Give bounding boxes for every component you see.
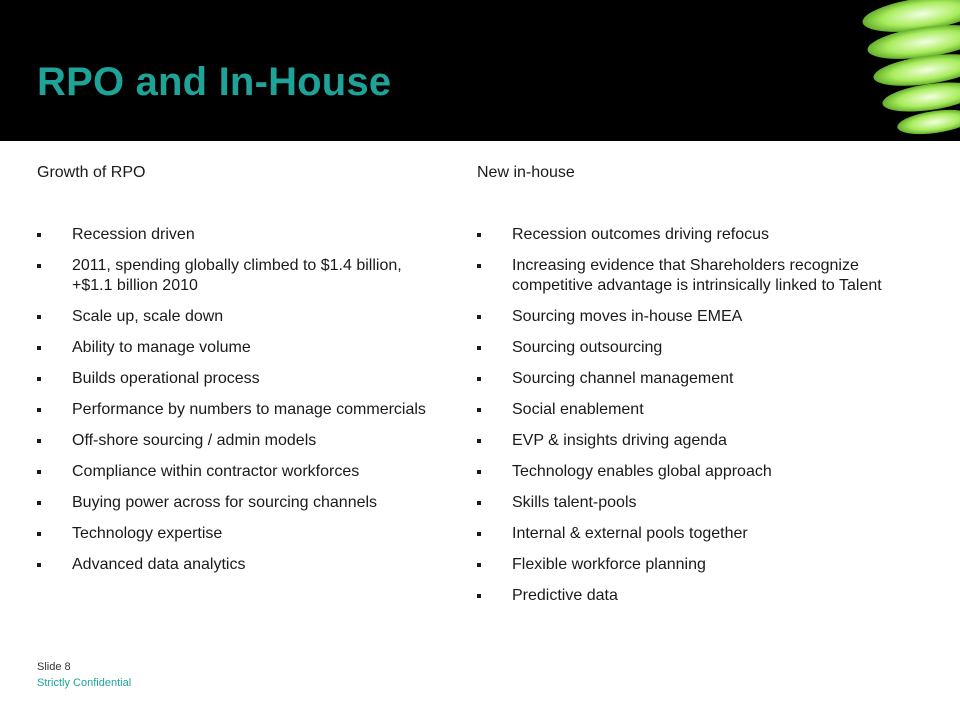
- list-item: [37, 493, 437, 513]
- list-item-text: Flexible workforce planning: [512, 556, 706, 573]
- list-item-text: Technology expertise: [72, 525, 223, 542]
- list-item: [477, 225, 917, 245]
- slide-title: RPO and In-House: [37, 60, 392, 104]
- list-item: [477, 493, 917, 513]
- list-item: [477, 338, 917, 358]
- list-item: [477, 369, 917, 389]
- list-item-text: EVP & insights driving agenda: [512, 432, 727, 449]
- bullet-square-icon: [37, 315, 41, 319]
- list-item-text: Compliance within contractor workforces: [72, 463, 360, 480]
- list-item-text: Recession outcomes driving refocus: [512, 226, 770, 243]
- list-item-text: Builds operational process: [72, 370, 260, 387]
- list-item: [37, 524, 437, 544]
- bullet-square-icon: [37, 408, 41, 412]
- list-item-text: Social enablement: [512, 401, 644, 418]
- bullet-square-icon: [477, 594, 481, 598]
- bullet-square-icon: [477, 315, 481, 319]
- list-item-text: 2011, spending globally climbed to $1.4 billion, +$1.1 billion 2010: [72, 257, 402, 294]
- list-item-text: Skills talent-pools: [512, 494, 637, 511]
- list-item: [37, 431, 437, 451]
- list-item-text: Sourcing outsourcing: [512, 339, 663, 356]
- list-item-text: Buying power across for sourcing channels: [72, 494, 378, 511]
- bullet-square-icon: [37, 346, 41, 350]
- list-item: [477, 586, 917, 606]
- title-banner: [0, 0, 960, 141]
- bullet-square-icon: [477, 532, 481, 536]
- list-item-text: Sourcing moves in-house EMEA: [512, 308, 743, 325]
- bullet-square-icon: [477, 377, 481, 381]
- list-item: [37, 307, 437, 327]
- list-item: [37, 338, 437, 358]
- confidentiality-notice: Strictly Confidential: [37, 677, 132, 689]
- bullet-square-icon: [37, 563, 41, 567]
- bullet-square-icon: [477, 346, 481, 350]
- list-item: [477, 462, 917, 482]
- rpo-bullet-list: [37, 225, 437, 575]
- list-item-text: Increasing evidence that Shareholders recognize competitive advantage is intrinsically linked to Talent: [512, 257, 882, 294]
- bullet-square-icon: [477, 563, 481, 567]
- list-item-text: Internal & external pools together: [512, 525, 748, 542]
- list-item-text: Sourcing channel management: [512, 370, 734, 387]
- column-heading-in-house: New in-house: [477, 164, 575, 181]
- list-item-text: Predictive data: [512, 587, 618, 604]
- list-item: [37, 225, 437, 245]
- bullet-square-icon: [37, 470, 41, 474]
- light-bulb-icon: [830, 0, 960, 141]
- list-item-text: Scale up, scale down: [72, 308, 224, 325]
- in-house-column: [477, 163, 917, 617]
- list-item: [477, 307, 917, 327]
- bullet-square-icon: [37, 377, 41, 381]
- bullet-square-icon: [37, 233, 41, 237]
- list-item: [37, 400, 437, 420]
- bullet-square-icon: [477, 501, 481, 505]
- slide-number: Slide 8: [37, 661, 71, 673]
- list-item: [477, 431, 917, 451]
- list-item-text: Ability to manage volume: [72, 339, 251, 356]
- list-item: [37, 369, 437, 389]
- list-item-text: Off-shore sourcing / admin models: [72, 432, 317, 449]
- list-item: [477, 400, 917, 420]
- list-item-text: Recession driven: [72, 226, 195, 243]
- list-item-text: Technology enables global approach: [512, 463, 772, 480]
- list-item: [477, 524, 917, 544]
- bullet-square-icon: [37, 264, 41, 268]
- bullet-square-icon: [477, 439, 481, 443]
- column-heading-rpo: Growth of RPO: [37, 164, 146, 181]
- list-item-text: Performance by numbers to manage commercials: [72, 401, 426, 418]
- bullet-square-icon: [477, 264, 481, 268]
- bullet-square-icon: [37, 532, 41, 536]
- list-item-text: Advanced data analytics: [72, 556, 246, 573]
- list-item: [37, 555, 437, 575]
- list-item: [37, 256, 437, 296]
- bullet-square-icon: [477, 470, 481, 474]
- bullet-square-icon: [477, 408, 481, 412]
- list-item: [477, 256, 917, 296]
- list-item: [37, 462, 437, 482]
- slide-footer: [37, 659, 131, 691]
- in-house-bullet-list: [477, 225, 917, 606]
- bullet-square-icon: [37, 501, 41, 505]
- list-item: [477, 555, 917, 575]
- bullet-square-icon: [37, 439, 41, 443]
- rpo-growth-column: [37, 163, 437, 586]
- bullet-square-icon: [477, 233, 481, 237]
